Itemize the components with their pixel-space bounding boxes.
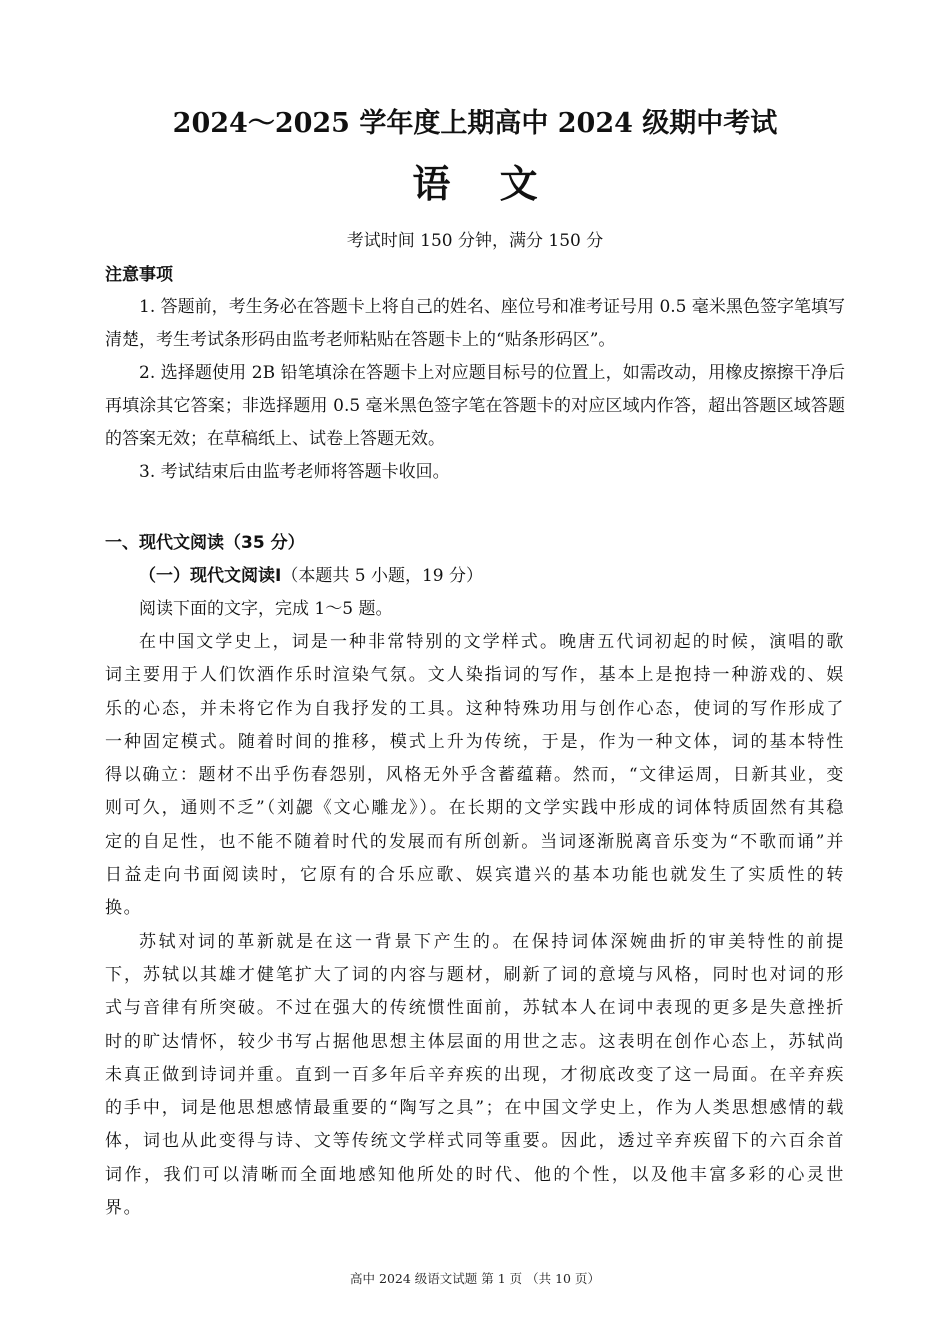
notice-block bbox=[105, 260, 845, 489]
exam-content bbox=[105, 260, 845, 1225]
page-footer: 高中 2024 级语文试题 第 1 页 （共 10 页） bbox=[350, 1271, 600, 1286]
notice-item-1: 1. 答题前，考生务必在答题卡上将自己的姓名、座位号和准考证号用 0.5 毫米黑色签字笔填写清楚，考生考试条形码由监考老师粘贴在答题卡上的“贴条形码区”。 bbox=[105, 297, 845, 350]
sub-heading-note: （本题共 5 小题，19 分） bbox=[281, 566, 483, 586]
notice-heading: 注意事项 bbox=[105, 265, 173, 285]
reading-passage bbox=[105, 626, 845, 1225]
section-heading: 一、现代文阅读（35 分） bbox=[105, 533, 305, 553]
exam-title: 2024～2025 学年度上期高中 2024 级期中考试 bbox=[172, 108, 778, 139]
passage-paragraph-2: 苏轼对词的革新就是在这一背景下产生的。在保持词体深婉曲折的审美特性的前提下，苏轼以其雄才健笔扩大了词的内容与题材，刷新了词的意境与风格，同时也对词的形式与音律有所突破。不过在强大的传统惯性面前，苏轼本人在词中表现的更多是失意挫折时的旷达情怀，较少书写占据他思想主体层面的用世之志。这表明在创作心态上，苏轼尚未真正做到诗词并重。直到一百多年后辛弃疾的出现，才彻底改变了这一局面。在辛弃疾的手中，词是他思想感情最重要的“陶写之具”；在中国文学史上，作为人类思想感情的载体，词也从此变得与诗、文等传统文学样式同等重要。因此，透过辛弃疾留下的六百余首词作，我们可以清晰而全面地感知他所处的时代、他的个性，以及他丰富多彩的心灵世界。 bbox=[105, 931, 845, 1219]
section-modern-reading bbox=[105, 527, 845, 1225]
reading-instruction: 阅读下面的文字，完成 1～5 题。 bbox=[139, 599, 393, 619]
sub-heading-title: （一）现代文阅读Ⅰ bbox=[139, 566, 282, 586]
subject-title: 语 文 bbox=[412, 161, 556, 206]
exam-info: 考试时间 150 分钟，满分 150 分 bbox=[346, 231, 604, 251]
notice-item-3: 3. 考试结束后由监考老师将答题卡收回。 bbox=[139, 462, 450, 482]
notice-item-2: 2. 选择题使用 2B 铅笔填涂在答题卡上对应题目标号的位置上，如需改动，用橡皮擦擦干净后再填涂其它答案；非选择题用 0.5 毫米黑色签字笔在答题卡的对应区域内作答，超出答题区域答题的答案无效；在草稿纸上、试卷上答题无效。 bbox=[105, 363, 845, 449]
sub-section-heading bbox=[105, 560, 845, 593]
passage-paragraph-1: 在中国文学史上，词是一种非常特别的文学样式。晚唐五代词初起的时候，演唱的歌词主要用于人们饮酒作乐时渲染气氛。文人染指词的写作，基本上是抱持一种游戏的、娱乐的心态，并未将它作为自我抒发的工具。这种特殊功用与创作心态，使词的写作形成了一种固定模式。随着时间的推移，模式上升为传统，于是，作为一种文体，词的基本特性得以确立：题材不出乎伤春怨别，风格无外乎含蓄蕴藉。然而，“文律运周，日新其业，变则可久，通则不乏”（刘勰《文心雕龙》）。在长期的文学实践中形成的词体特质固然有其稳定的自足性，也不能不随着时代的发展而有所创新。当词逐渐脱离音乐变为“不歌而诵”并日益走向书面阅读时，它原有的合乐应歌、娱宾遣兴的基本功能也就发生了实质性的转换。 bbox=[105, 632, 845, 919]
